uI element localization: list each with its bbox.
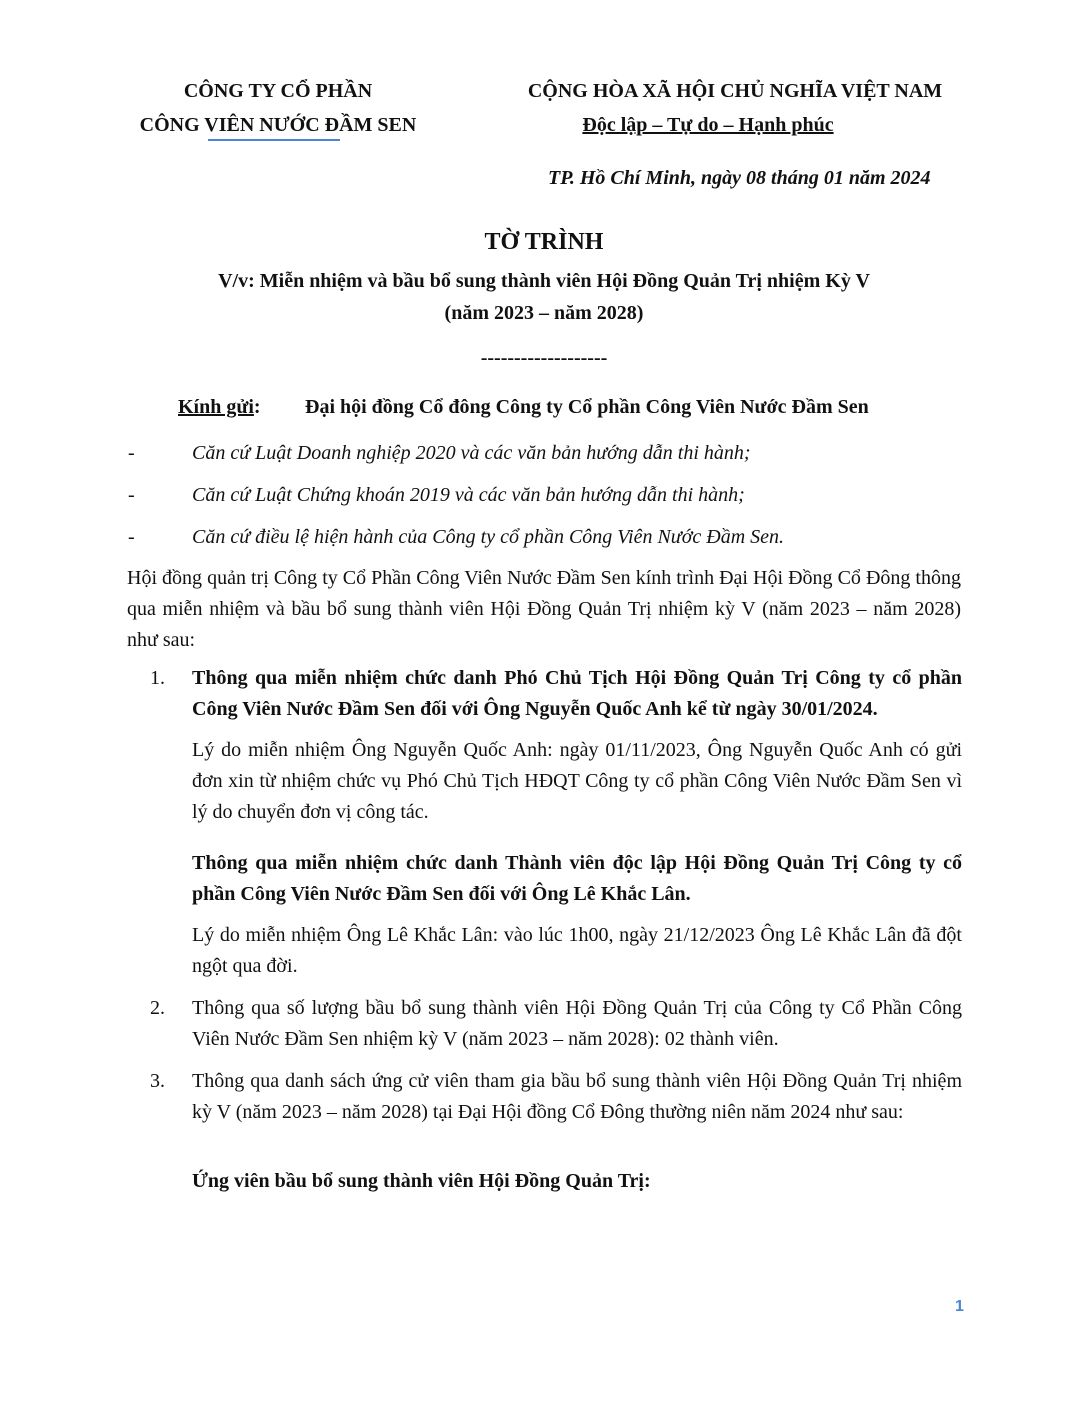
title-separator: ------------------- — [480, 347, 608, 369]
place-and-date: TP. Hồ Chí Minh, ngày 08 tháng 01 năm 2024 — [548, 167, 931, 189]
item-1-heading-2: Thông qua miễn nhiệm chức danh Thành viên độc lập Hội Đồng Quản Trị Công ty cổ phần Công Viên Nước Đầm Sen đối với Ông Lê Khắc Lân. — [192, 852, 962, 905]
recipient-line — [178, 392, 261, 422]
intro-paragraph: Hội đồng quản trị Công ty Cổ Phần Công Viên Nước Đầm Sen kính trình Đại Hội Đồng Cổ Đông thông qua miễn nhiệm và bầu bổ sung thành viên Hội Đồng Quản Trị nhiệm kỳ V (năm 2023 – năm 2028) như sau: — [127, 567, 961, 651]
basis-bullet: - — [128, 442, 135, 464]
item-1-heading: Thông qua miễn nhiệm chức danh Phó Chủ Tịch Hội Đồng Quản Trị Công ty cổ phần Công Viên Nước Đầm Sen đối với Ông Nguyễn Quốc Anh kể từ ngày 30/01/2024. — [192, 667, 962, 720]
company-name-line2: CÔNG VIÊN NƯỚC ĐẦM SEN — [139, 114, 417, 136]
basis-item: Căn cứ Luật Doanh nghiệp 2020 và các văn bản hướng dẫn thi hành; — [192, 442, 751, 464]
recipient-colon: : — [253, 396, 261, 418]
recipient-label: Kính gửi — [178, 396, 254, 418]
company-name-line1: CÔNG TY CỔ PHẦN — [183, 80, 373, 102]
item-2-text: Thông qua số lượng bầu bổ sung thành viên Hội Đồng Quản Trị của Công ty Cổ Phần Công Viên Nước Đầm Sen nhiệm kỳ V (năm 2023 – năm 2028): 02 thành viên. — [192, 997, 962, 1050]
item-number: 1. — [150, 667, 165, 689]
item-3-subheading: Ứng viên bầu bổ sung thành viên Hội Đồng Quản Trị: — [192, 1170, 651, 1192]
national-motto: Độc lập – Tự do – Hạnh phúc — [582, 114, 834, 136]
recipient-name: Đại hội đồng Cổ đông Công ty Cổ phần Công Viên Nước Đầm Sen — [305, 396, 869, 418]
company-name-underline — [208, 139, 340, 141]
item-1-reason-2: Lý do miễn nhiệm Ông Lê Khắc Lân: vào lúc 1h00, ngày 21/12/2023 Ông Lê Khắc Lân đã đột ngột qua đời. — [192, 924, 962, 977]
item-number: 2. — [150, 997, 165, 1019]
basis-bullet: - — [128, 484, 135, 506]
document-title: TỜ TRÌNH — [484, 229, 604, 255]
document-term: (năm 2023 – năm 2028) — [444, 302, 644, 324]
nation-title: CỘNG HÒA XÃ HỘI CHỦ NGHĨA VIỆT NAM — [527, 80, 943, 102]
basis-item: Căn cứ Luật Chứng khoán 2019 và các văn bản hướng dẫn thi hành; — [192, 484, 745, 506]
item-3-text: Thông qua danh sách ứng cử viên tham gia bầu bổ sung thành viên Hội Đồng Quản Trị nhiệm kỳ V (năm 2023 – năm 2028) tại Đại Hội đồng Cổ Đông thường niên năm 2024 như sau: — [192, 1070, 962, 1123]
document-subject: V/v: Miễn nhiệm và bầu bổ sung thành viên Hội Đồng Quản Trị nhiệm Kỳ V — [218, 270, 870, 292]
basis-item: Căn cứ điều lệ hiện hành của Công ty cổ phần Công Viên Nước Đầm Sen. — [192, 526, 785, 548]
item-1-reason: Lý do miễn nhiệm Ông Nguyễn Quốc Anh: ngày 01/11/2023, Ông Nguyễn Quốc Anh có gửi đơn xin từ nhiệm chức vụ Phó Chủ Tịch HĐQT Công ty cổ phần Công Viên Nước Đầm Sen vì lý do chuyển đơn vị công tác. — [192, 739, 962, 823]
basis-bullet: - — [128, 526, 135, 548]
page-number: 1 — [955, 1298, 964, 1315]
item-number: 3. — [150, 1070, 165, 1092]
